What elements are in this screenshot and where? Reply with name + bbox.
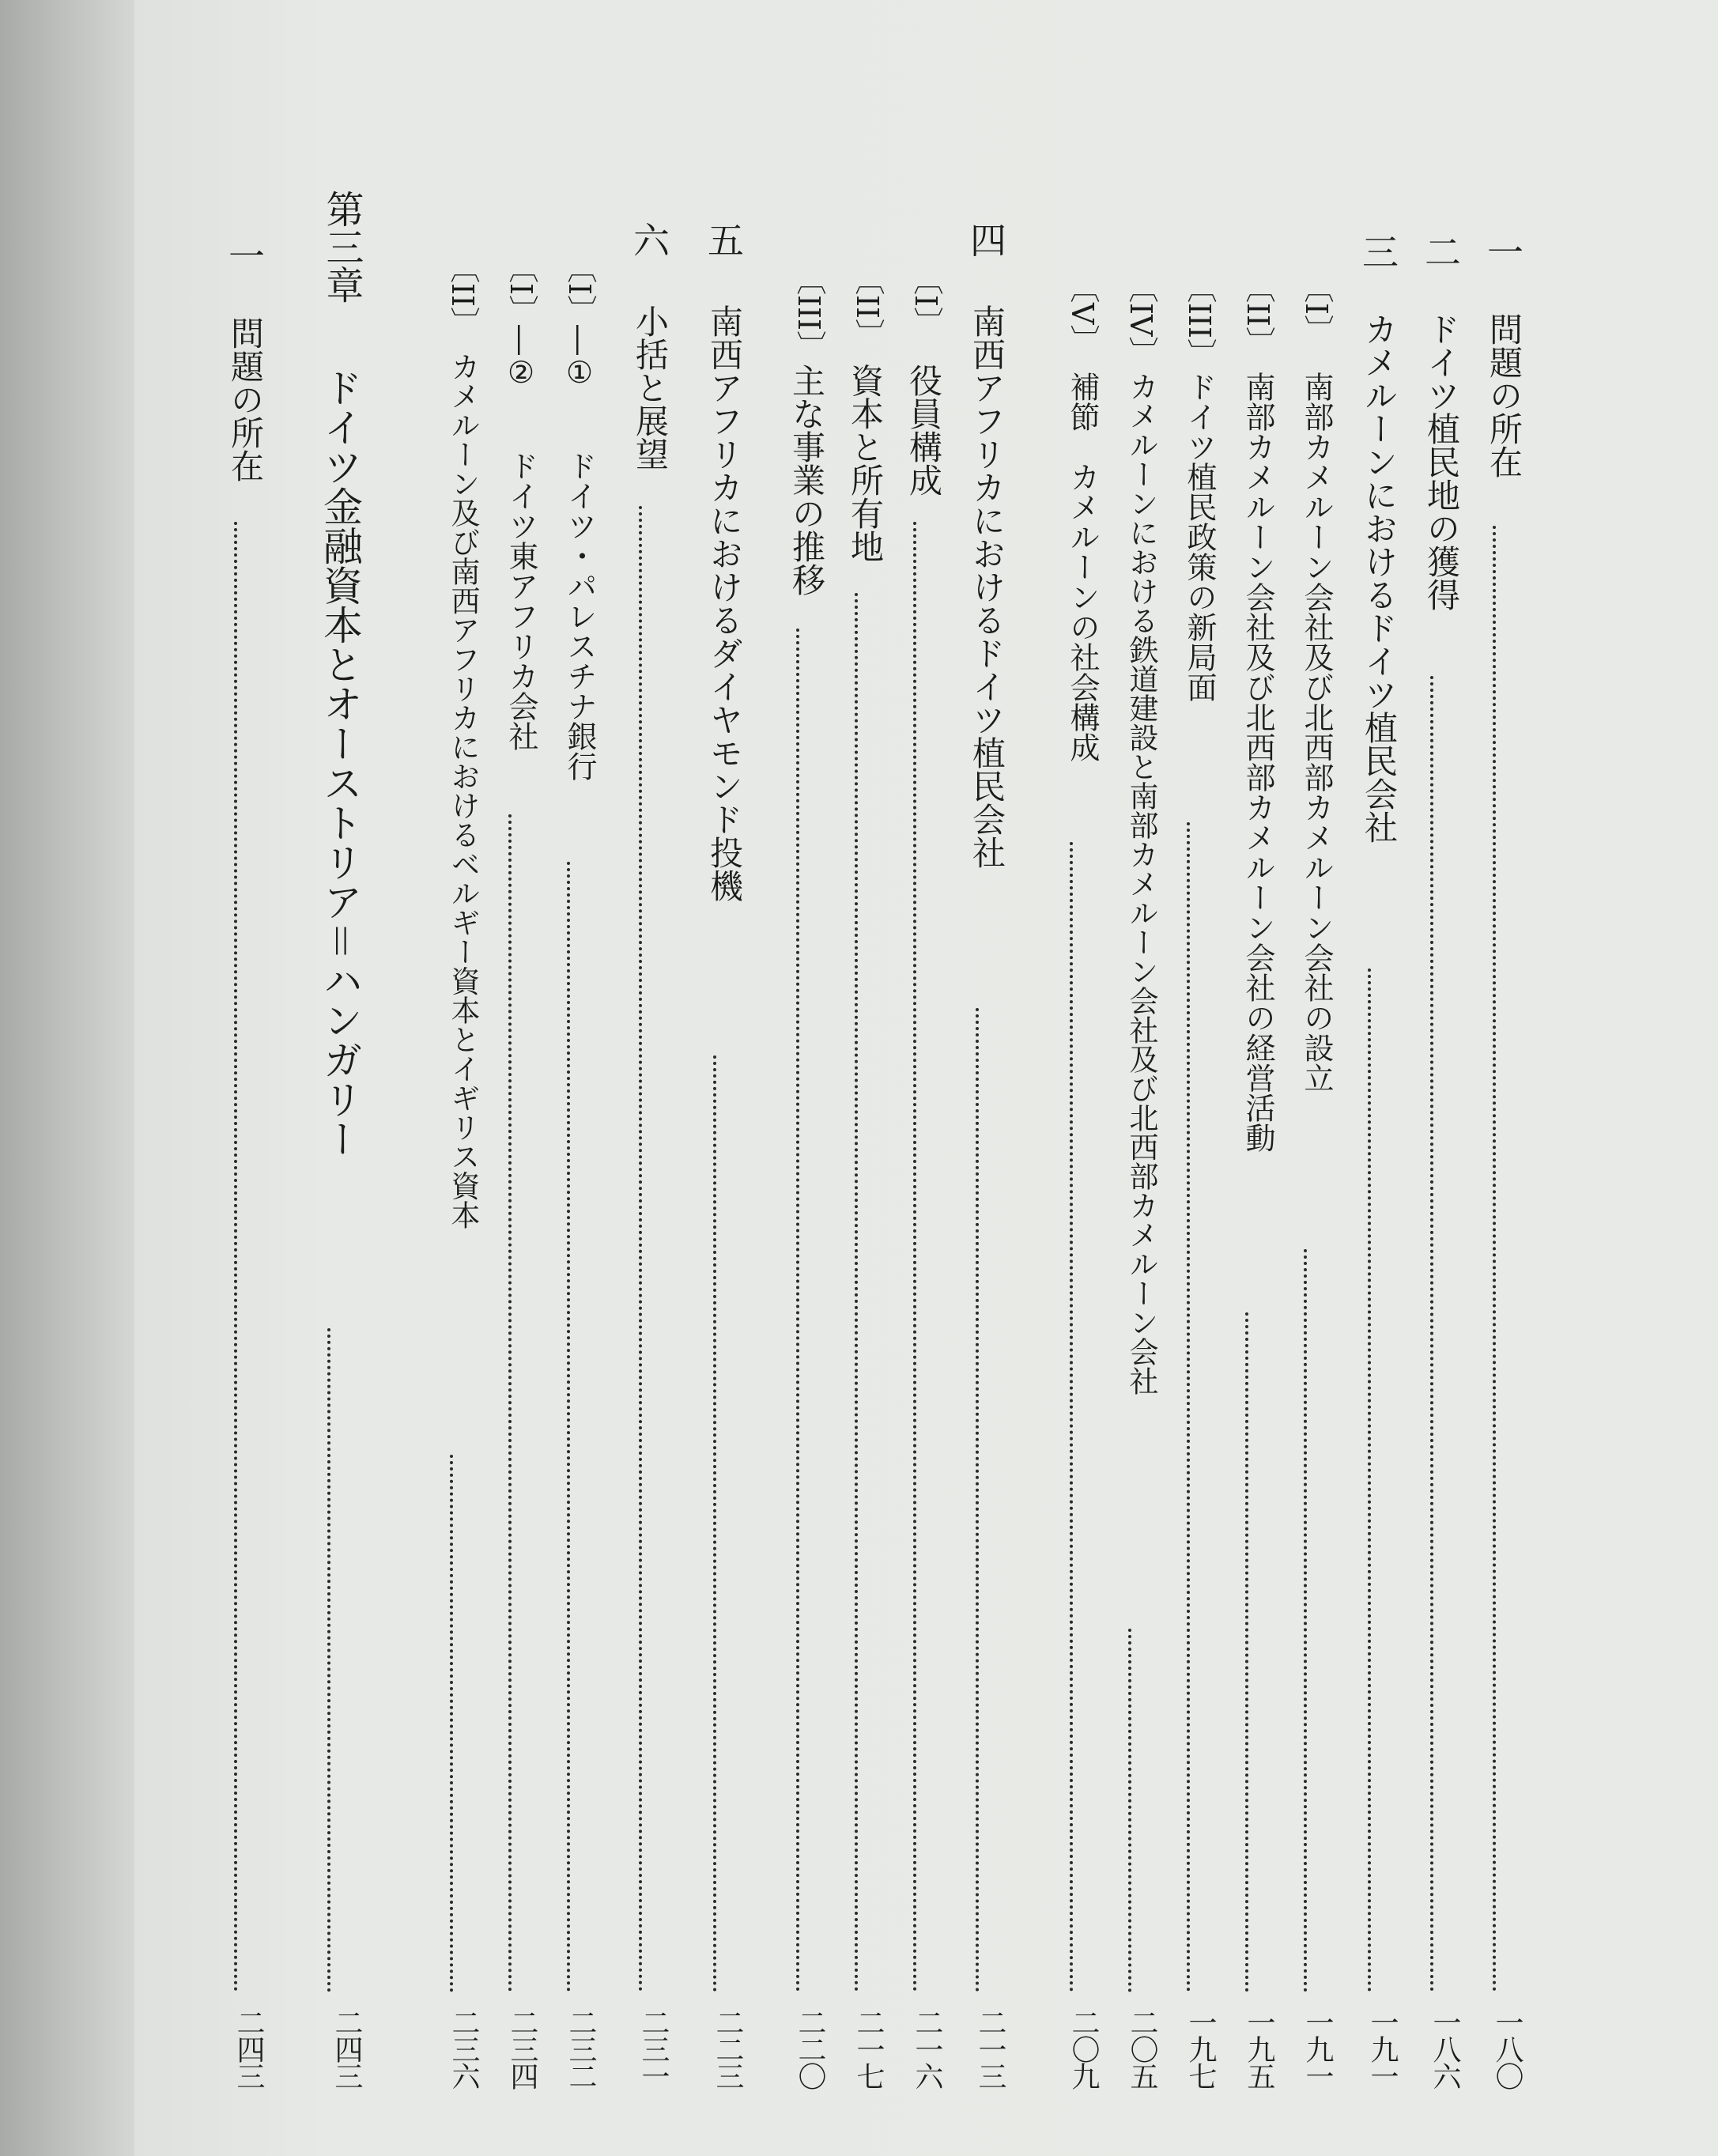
toc-entry-number: 三	[1357, 233, 1399, 270]
toc-entry	[1159, 0, 1217, 2156]
toc-entry-page: 二四三	[232, 2008, 265, 2089]
toc-entry-page: 二三六	[447, 2008, 480, 2089]
toc-leader-dots	[855, 593, 858, 1992]
toc-leader-dots	[1368, 969, 1371, 1992]
toc-entry-title: ドイツ東アフリカ会社	[504, 451, 538, 751]
toc-entry	[1042, 0, 1100, 2156]
toc-entry-title: カメルーンにおけるドイツ植民会社	[1360, 312, 1399, 844]
toc-entry-page: 一九七	[1184, 2008, 1217, 2089]
toc-entry	[1276, 0, 1334, 2156]
toc-entry-title: 主な事業の推移	[787, 364, 826, 596]
toc-entry	[481, 0, 536, 2156]
toc-leader-dots	[1070, 842, 1073, 1992]
toc-entry-number: 〔II〕	[445, 253, 480, 338]
toc-entry-number: 〔II〕	[850, 265, 885, 349]
toc-entry-page: 一九五	[1243, 2008, 1275, 2089]
toc-entry-title: ドイツ植民地の獲得	[1422, 312, 1461, 611]
toc-entry	[1402, 0, 1462, 2156]
toc-entry-page: 一九一	[1366, 2008, 1399, 2089]
toc-leader-dots	[796, 629, 799, 1992]
toc-entry-number: 〔III〕	[1182, 273, 1217, 369]
toc-entry-page: 二二三	[712, 2008, 744, 2089]
toc-leader-dots	[508, 814, 512, 1992]
toc-entry-title: カメルーン及び南西アフリカにおけるベルギー資本とイギリス資本	[446, 352, 480, 1229]
toc-entry	[1101, 0, 1156, 2156]
toc-entry	[827, 0, 885, 2156]
chapter-title: ドイツ金融資本とオーストリア＝ハンガリー	[317, 368, 363, 1158]
toc-entry	[947, 0, 1007, 2156]
toc-entry-page: 二一六	[911, 2008, 943, 2089]
toc-entry	[206, 0, 266, 2156]
chapter-page: 二四三	[330, 2008, 363, 2089]
toc-entry-number: 〔I〕	[1299, 273, 1334, 345]
toc-entry-page: 一八〇	[1491, 2008, 1524, 2089]
toc-entry-number: 一	[223, 237, 266, 274]
toc-entry-title: ドイツ・パレスチナ銀行	[562, 451, 597, 781]
toc-entry	[885, 0, 941, 2156]
toc-leader-dots	[450, 1455, 453, 1992]
toc-entry	[422, 0, 478, 2156]
toc-leader-dots	[1304, 1249, 1307, 1992]
toc-entry-page: 二〇九	[1067, 2008, 1100, 2089]
toc-entry-title: 南西アフリカにおけるドイツ植民会社	[968, 304, 1006, 869]
toc-leader-dots	[976, 1008, 979, 1992]
toc-leader-dots	[639, 506, 642, 1992]
toc-entry-page: 二三二	[564, 2008, 597, 2089]
toc-entry	[1218, 0, 1273, 2156]
toc-entry-number: 二	[1419, 233, 1462, 270]
toc-entry-title: 南部カメルーン会社及び北西部カメルーン会社の設立	[1299, 372, 1334, 1093]
toc-leader-dots	[913, 522, 916, 1992]
toc-entry	[768, 0, 824, 2156]
toc-entry-number: 一	[1482, 233, 1524, 270]
toc-entry-title: 南西アフリカにおけるダイヤモンド投機	[705, 304, 744, 902]
chapter-number: 第三章	[319, 190, 364, 304]
toc-entry-page: 二〇五	[1126, 2008, 1158, 2089]
toc-leader-dots	[234, 522, 237, 1992]
toc-entry-page: 二一七	[852, 2008, 885, 2089]
toc-leader-dots	[567, 862, 570, 1992]
book-spine-shadow	[0, 0, 146, 2156]
toc-entry	[539, 0, 595, 2156]
toc-leader-dots	[1245, 1312, 1248, 1992]
toc-leader-dots	[713, 1055, 716, 1992]
toc-entry-title: 資本と所有地	[846, 364, 885, 563]
toc-entry-title: 補節 カメルーンの社会構成	[1065, 372, 1100, 762]
toc-entry	[1464, 0, 1524, 2156]
toc-entry-page: 二三四	[506, 2008, 538, 2089]
toc-entry-page: 一九一	[1301, 2008, 1334, 2089]
toc-entry-number: 〔I〕―②	[504, 253, 538, 391]
toc-entry-title: カメルーンにおける鉄道建設と南部カメルーン会社及び北西部カメルーン会社	[1124, 372, 1158, 1395]
toc-entry-number: 六	[628, 221, 670, 258]
toc-entry-page: 二三一	[637, 2008, 670, 2089]
toc-entry-title: 南部カメルーン会社及び北西部カメルーン会社の経営活動	[1240, 372, 1275, 1153]
toc-entry-title: ドイツ植民政策の新局面	[1182, 372, 1217, 702]
toc-entry	[685, 0, 745, 2156]
toc-leader-dots	[1430, 676, 1433, 1992]
chapter-heading	[294, 0, 364, 2156]
toc-entry-page: 二一三	[974, 2008, 1006, 2089]
toc-entry-number: 〔III〕	[791, 265, 826, 361]
toc-entry-page: 二二〇	[794, 2008, 826, 2089]
toc-entry-number: 〔I〕―①	[562, 253, 597, 391]
toc-entry-number: 五	[702, 221, 745, 258]
toc-entry-title: 問題の所在	[226, 316, 265, 482]
toc-entry	[610, 0, 670, 2156]
toc-entry-page: 一八六	[1429, 2008, 1461, 2089]
toc-entry-title: 小括と展望	[631, 304, 670, 470]
toc-entry-title: 問題の所在	[1485, 312, 1524, 478]
toc-entry-number: 〔IV〕	[1123, 273, 1158, 367]
toc-entry-number: 〔V〕	[1065, 273, 1100, 355]
toc-entry-number: 〔I〕	[908, 265, 943, 338]
toc-entry-number: 四	[965, 221, 1007, 258]
toc-leader-dots	[1493, 526, 1496, 1992]
toc-leader-dots	[327, 1328, 330, 1992]
toc-leader-dots	[1128, 1629, 1131, 1992]
toc-entry-title: 役員構成	[904, 364, 943, 497]
toc-entry	[1339, 0, 1399, 2156]
toc-leader-dots	[1187, 822, 1190, 1992]
toc-entry-number: 〔II〕	[1240, 273, 1275, 357]
